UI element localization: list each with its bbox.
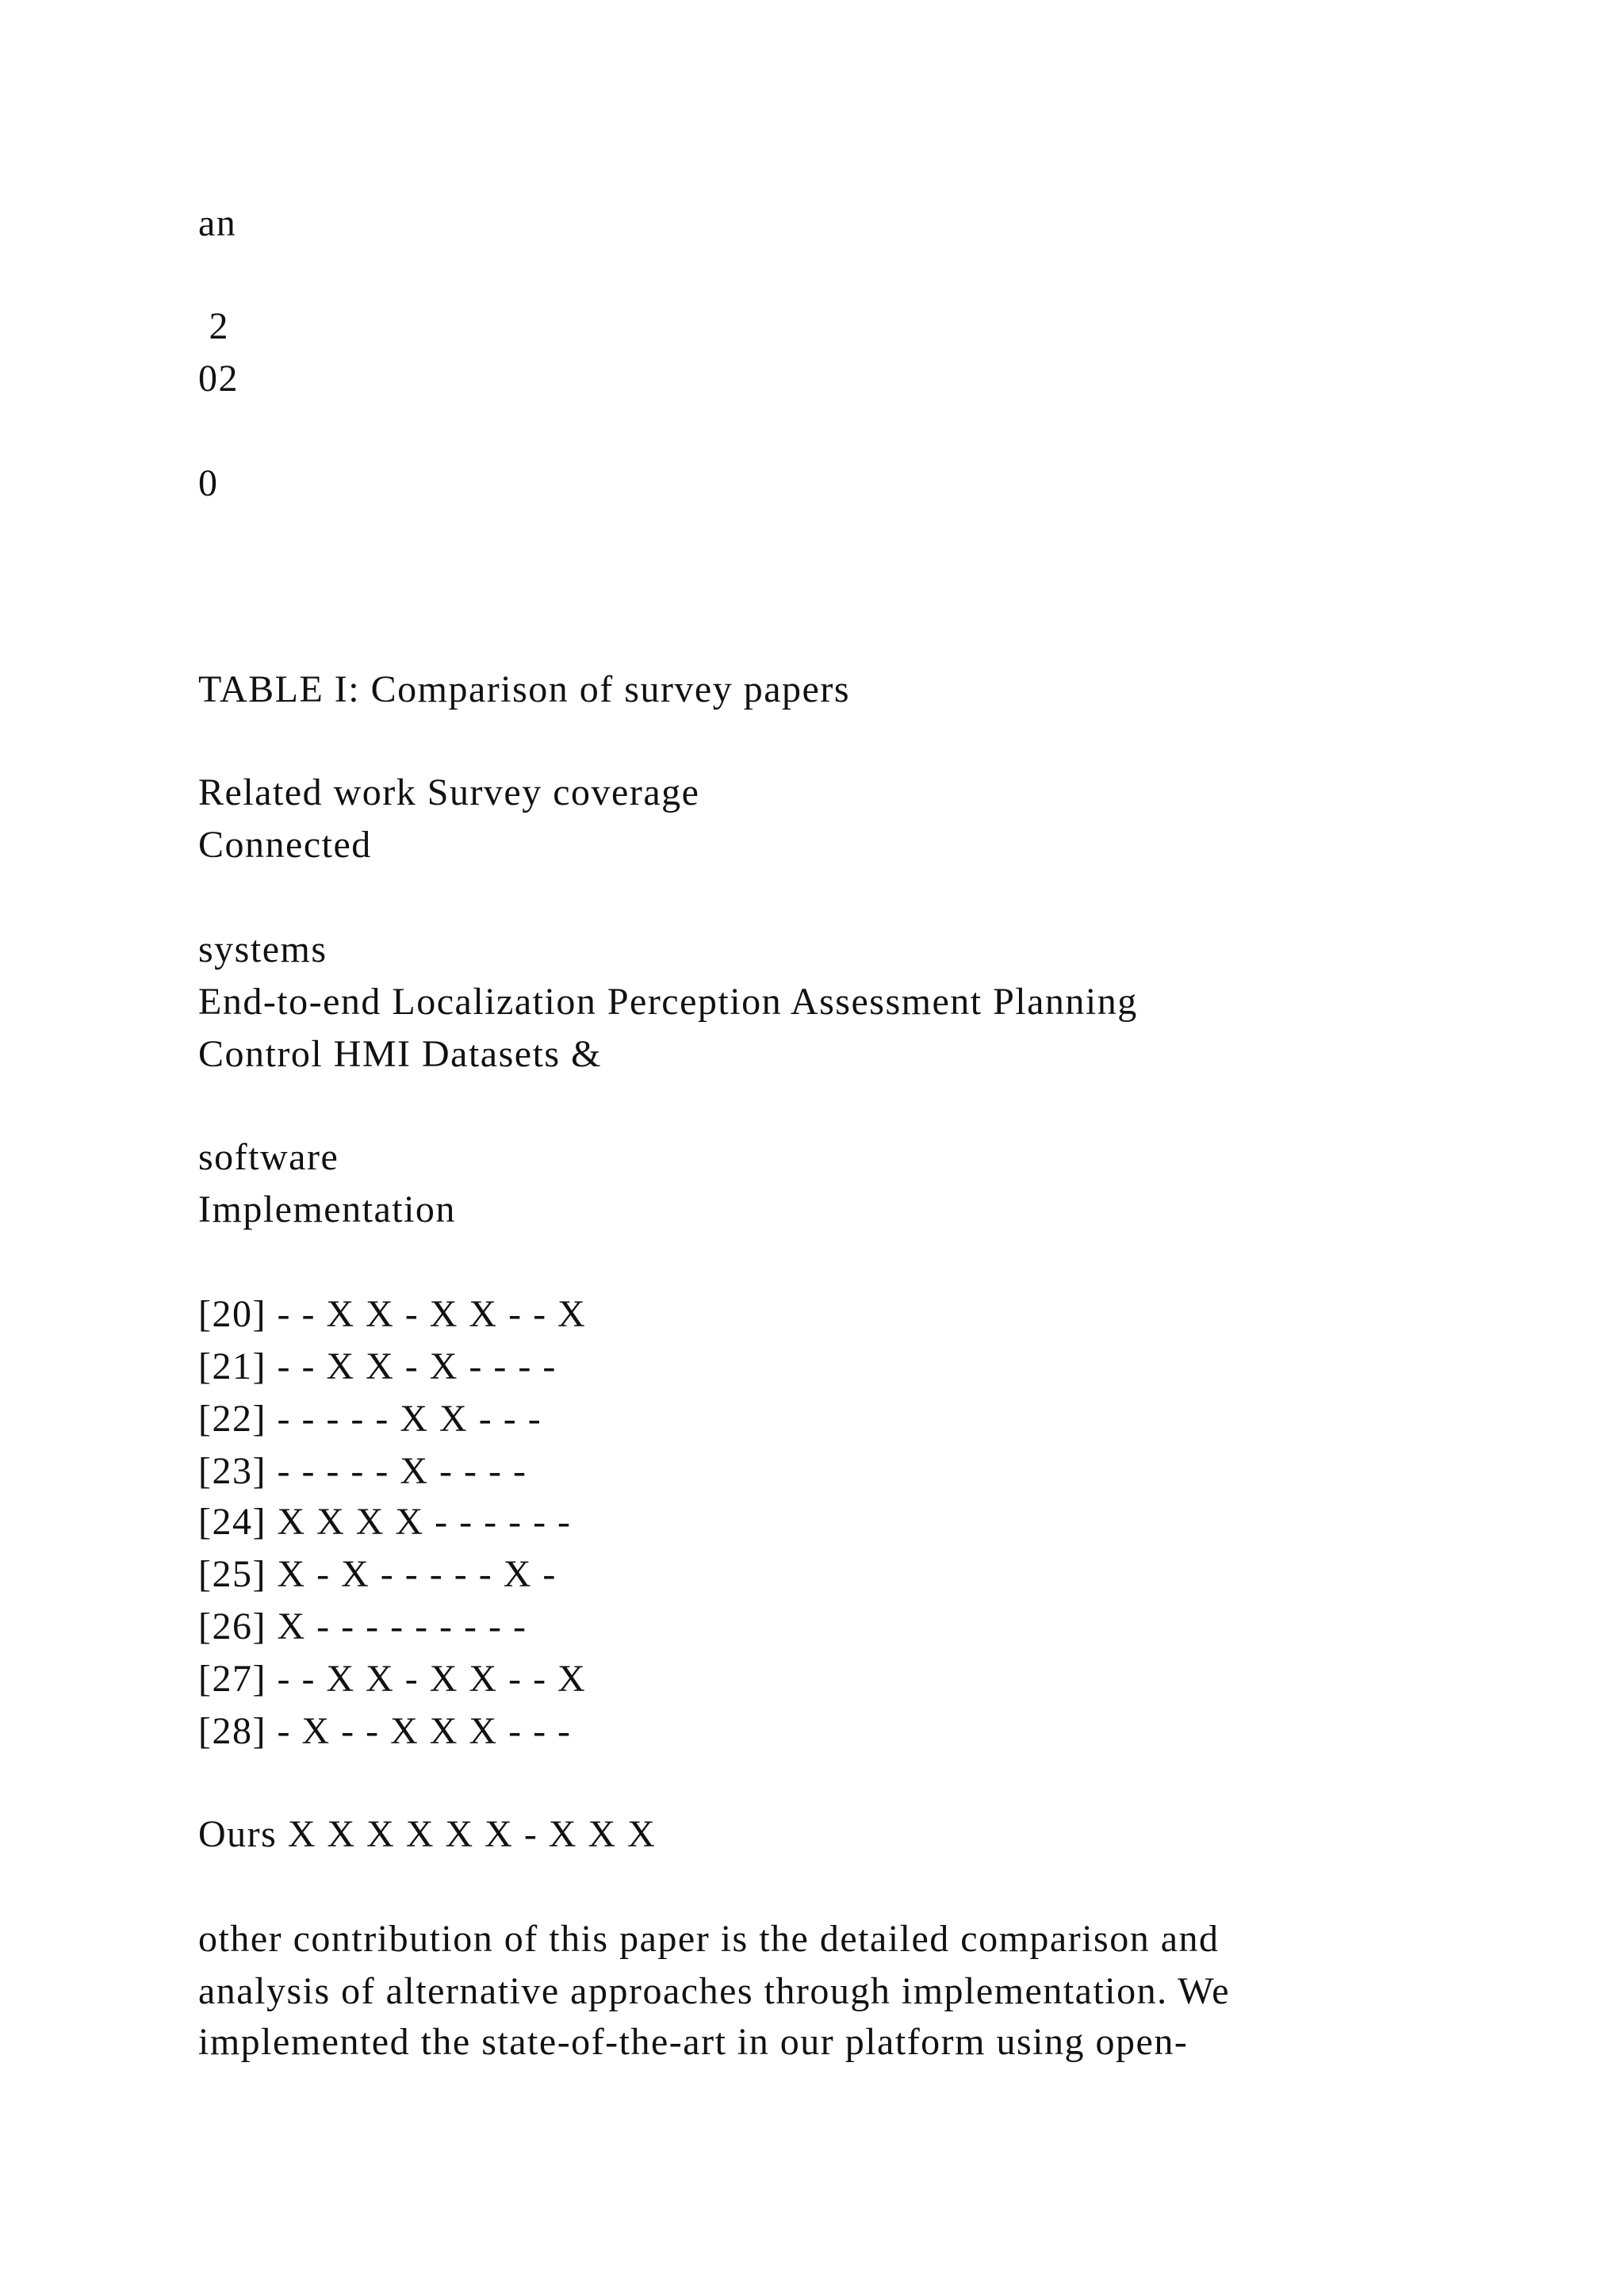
table-row: [20] - - X X - X X - - X: [198, 1293, 587, 1335]
table-row: [25] X - X - - - - - X -: [198, 1553, 557, 1595]
table-header-line: Implementation: [198, 1188, 456, 1230]
table-row: [24] X X X X - - - - - -: [198, 1501, 572, 1543]
table-caption: TABLE I: Comparison of survey papers: [198, 668, 850, 710]
body-text-line: implemented the state-of-the-art in our platform using open-: [198, 2021, 1189, 2063]
table-row: [21] - - X X - X - - - -: [198, 1345, 557, 1387]
table-row: [27] - - X X - X X - - X: [198, 1658, 587, 1700]
table-header-line: Control HMI Datasets &: [198, 1033, 602, 1075]
table-header-line: End-to-end Localization Perception Assessment Planning: [198, 981, 1138, 1023]
table-header-line: Related work Survey coverage: [198, 771, 700, 813]
fragment-text: 02: [198, 358, 239, 400]
body-text-line: analysis of alternative approaches through implementation. We: [198, 1970, 1231, 2012]
table-header-line: systems: [198, 928, 327, 970]
table-row: [28] - X - - X X X - - -: [198, 1710, 572, 1752]
table-row-ours: Ours X X X X X X - X X X: [198, 1813, 657, 1855]
table-header-line: software: [198, 1136, 339, 1178]
table-row: [26] X - - - - - - - - -: [198, 1605, 527, 1647]
table-row: [23] - - - - - X - - - -: [198, 1450, 527, 1492]
fragment-text: 0: [198, 462, 219, 504]
body-text-line: other contribution of this paper is the detailed comparison and: [198, 1918, 1220, 1960]
table-header-line: Connected: [198, 824, 372, 866]
fragment-text: 2: [198, 305, 229, 347]
table-row: [22] - - - - - X X - - -: [198, 1398, 542, 1440]
fragment-text: an: [198, 202, 237, 244]
